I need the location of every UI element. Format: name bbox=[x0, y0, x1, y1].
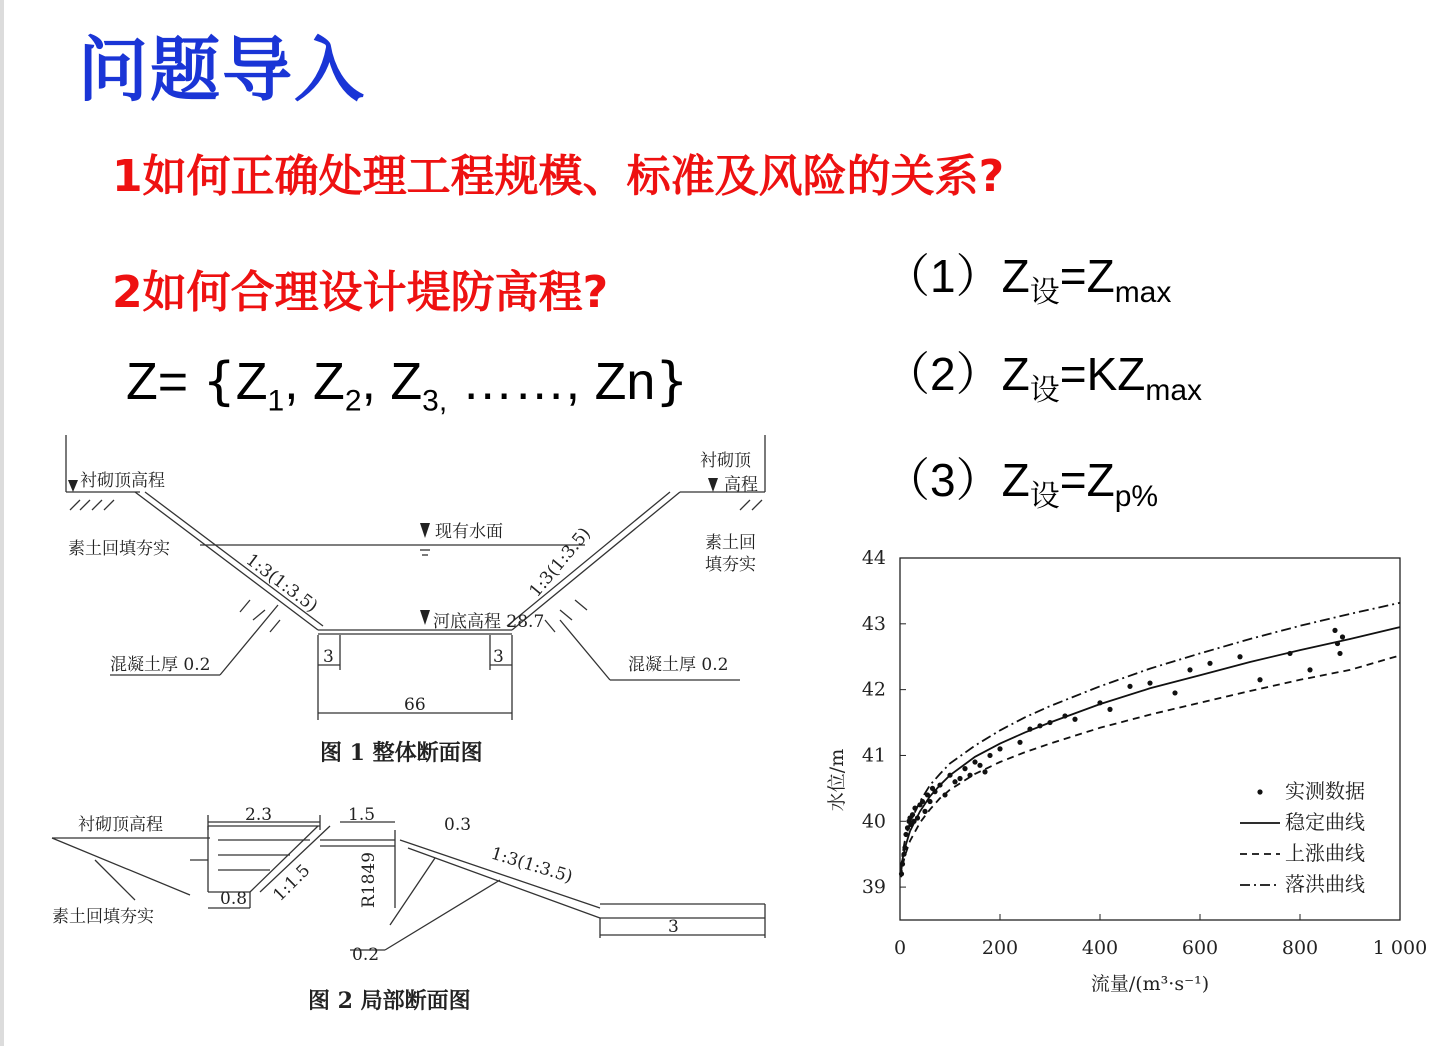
formula-3-rhs-sub: p% bbox=[1114, 480, 1159, 514]
data-point bbox=[920, 799, 925, 804]
data-point bbox=[937, 782, 942, 787]
z-last: Zn bbox=[594, 353, 656, 411]
formula-3-lhs: Z bbox=[1001, 454, 1030, 506]
data-point bbox=[1187, 667, 1192, 672]
data-point bbox=[997, 746, 1002, 751]
data-point bbox=[987, 753, 992, 758]
data-point bbox=[972, 759, 977, 764]
formula-2-rhs-sub: max bbox=[1145, 374, 1203, 408]
formula-2-lhs: Z bbox=[1001, 348, 1030, 400]
x-tick-label: 0 bbox=[893, 937, 907, 959]
formula-2 bbox=[884, 338, 1202, 409]
y-tick-label: 42 bbox=[861, 678, 886, 701]
z-ellipsis: ……, bbox=[461, 353, 581, 411]
stage-discharge-chart bbox=[815, 540, 1440, 1010]
formula-3-rhs: Z bbox=[1086, 454, 1115, 506]
data-point bbox=[1017, 740, 1022, 745]
fig1-dim-right: 3 bbox=[493, 647, 504, 667]
data-point bbox=[1207, 661, 1212, 666]
formula-3-num: （3） bbox=[884, 454, 1002, 506]
plot-frame bbox=[900, 558, 1400, 920]
data-point bbox=[942, 792, 947, 797]
legend-label: 稳定曲线 bbox=[1285, 810, 1365, 834]
data-point bbox=[912, 806, 917, 811]
z-symbol-1: Z bbox=[235, 353, 268, 411]
figure-1-cross-section bbox=[40, 430, 780, 775]
y-axis-label: 水位/m bbox=[826, 748, 848, 812]
formula-2-rhs: KZ bbox=[1086, 348, 1146, 400]
data-point bbox=[915, 815, 920, 820]
fig2-d02: 0.2 bbox=[352, 945, 380, 965]
fig1-caption: 图 1 整体断面图 bbox=[320, 740, 483, 766]
fig1-lining-top-right-2: 高程 bbox=[724, 475, 758, 495]
data-point bbox=[977, 763, 982, 768]
data-point bbox=[932, 789, 937, 794]
data-point bbox=[927, 799, 932, 804]
x-axis-label: 流量/(m³·s⁻¹) bbox=[1090, 973, 1210, 995]
fig2-lining-top: 衬砌顶高程 bbox=[78, 815, 163, 835]
x-tick-label: 800 bbox=[1281, 937, 1319, 959]
fig2-d15: 1.5 bbox=[348, 805, 376, 825]
fig1-backfill-left: 素土回填夯实 bbox=[68, 539, 170, 559]
open-brace: { bbox=[202, 352, 236, 412]
formula-1-rhs-sub: max bbox=[1114, 276, 1172, 310]
z-sub-2: 2 bbox=[344, 384, 362, 418]
data-point bbox=[922, 809, 927, 814]
fig1-water-surface: 现有水面 bbox=[435, 522, 503, 542]
data-point bbox=[982, 769, 987, 774]
data-point bbox=[902, 845, 907, 850]
x-tick-label: 600 bbox=[1181, 937, 1219, 959]
figure-2-partial-section bbox=[40, 800, 780, 1025]
fig1-concrete-right: 混凝土厚 0.2 bbox=[628, 655, 729, 675]
data-point bbox=[903, 832, 908, 837]
question-2: 2如何合理设计堤防高程? bbox=[112, 267, 609, 318]
data-point bbox=[925, 792, 930, 797]
z-sub-3: 3, bbox=[422, 384, 448, 418]
question-1: 1如何正确处理工程规模、标准及风险的关系? bbox=[112, 151, 1005, 202]
fig1-dim-total: 66 bbox=[404, 695, 426, 715]
fig1-lining-top-right-1: 衬砌顶 bbox=[700, 451, 751, 471]
fig1-dim-left: 3 bbox=[323, 647, 334, 667]
close-brace: } bbox=[655, 352, 689, 412]
x-tick-label: 200 bbox=[981, 937, 1019, 959]
slide-title: 问题导入 bbox=[78, 29, 366, 111]
data-point bbox=[947, 773, 952, 778]
z-symbol-2: Z bbox=[313, 353, 345, 411]
data-point bbox=[1172, 690, 1177, 695]
data-point bbox=[1287, 651, 1292, 656]
fig2-radius: R1849 bbox=[359, 851, 379, 908]
legend-point-marker bbox=[1257, 789, 1262, 794]
fig2-caption: 图 2 局部断面图 bbox=[308, 988, 471, 1014]
formula-3 bbox=[884, 444, 1158, 515]
fig2-backfill: 素土回填夯实 bbox=[52, 907, 154, 927]
data-point bbox=[1062, 713, 1067, 718]
data-point bbox=[1307, 667, 1312, 672]
formula-1-num: （1） bbox=[884, 250, 1002, 302]
data-point bbox=[1332, 628, 1337, 633]
data-point bbox=[962, 766, 967, 771]
data-point bbox=[1027, 727, 1032, 732]
fig2-d03: 0.3 bbox=[444, 815, 472, 835]
data-point bbox=[1072, 717, 1077, 722]
fig1-riverbed: 河底高程 28.7 bbox=[433, 612, 545, 632]
data-point bbox=[957, 776, 962, 781]
data-point bbox=[1127, 684, 1132, 689]
fig1-slope-right: 1:3(1:3.5) bbox=[525, 523, 595, 602]
z-set-formula: $Z= \{Z_1$, $Z_2$, $Z_{3,}$ ……, Zn} bbox=[126, 352, 689, 418]
fig1-concrete-left: 混凝土厚 0.2 bbox=[110, 655, 211, 675]
y-tick-label: 41 bbox=[861, 744, 886, 767]
data-point bbox=[899, 871, 904, 876]
legend-label: 实测数据 bbox=[1285, 779, 1365, 803]
fig1-backfill-right-2: 填夯实 bbox=[705, 555, 756, 575]
formula-1-lhs: Z bbox=[1001, 250, 1030, 302]
fig1-slope-left: 1:3(1:3.5) bbox=[241, 550, 322, 617]
data-point bbox=[952, 779, 957, 784]
formula-1-rhs: Z bbox=[1086, 250, 1115, 302]
y-tick-label: 39 bbox=[861, 876, 886, 899]
data-point bbox=[1037, 723, 1042, 728]
z-set-prefix: Z= bbox=[126, 353, 189, 411]
data-point bbox=[1047, 720, 1052, 725]
formula-1-lhs-sub: 设 bbox=[1029, 276, 1060, 310]
data-point bbox=[1107, 707, 1112, 712]
fig1-lining-top-left: 衬砌顶高程 bbox=[80, 471, 165, 491]
fig2-d08: 0.8 bbox=[220, 889, 248, 909]
x-tick-label: 1 000 bbox=[1372, 937, 1428, 959]
y-tick-label: 40 bbox=[861, 810, 886, 833]
formula-2-num: （2） bbox=[884, 348, 1002, 400]
data-point bbox=[1097, 700, 1102, 705]
data-point bbox=[910, 812, 915, 817]
legend-label: 落洪曲线 bbox=[1285, 872, 1365, 896]
fig2-slope-small: 1:1.5 bbox=[269, 860, 315, 906]
data-point bbox=[900, 861, 905, 866]
z-sub-1: 1 bbox=[267, 384, 285, 418]
data-point bbox=[967, 773, 972, 778]
formula-3-eq: = bbox=[1059, 454, 1087, 506]
legend-label: 上涨曲线 bbox=[1285, 841, 1365, 865]
formula-1-eq: = bbox=[1059, 250, 1087, 302]
formula-3-lhs-sub: 设 bbox=[1029, 480, 1060, 514]
data-point bbox=[1257, 677, 1262, 682]
formula-2-eq: = bbox=[1059, 348, 1087, 400]
formula-1 bbox=[884, 240, 1171, 311]
data-point bbox=[1337, 651, 1342, 656]
z-symbol-3: Z bbox=[390, 353, 423, 411]
data-point bbox=[1335, 641, 1340, 646]
fig1-backfill-right-1: 素土回 bbox=[705, 533, 756, 553]
formula-2-lhs-sub: 设 bbox=[1029, 374, 1060, 408]
fig2-d23: 2.3 bbox=[245, 805, 273, 825]
stable-curve bbox=[901, 627, 1400, 874]
fig2-slope-main: 1:3(1:3.5) bbox=[488, 843, 575, 888]
data-point bbox=[1147, 680, 1152, 685]
slide-edge bbox=[0, 0, 4, 1046]
fig2-d3: 3 bbox=[668, 917, 679, 937]
y-tick-label: 44 bbox=[861, 547, 886, 569]
x-tick-label: 400 bbox=[1081, 937, 1119, 959]
chart-legend bbox=[1240, 779, 1365, 896]
data-point bbox=[901, 852, 906, 857]
data-point bbox=[1237, 654, 1242, 659]
data-point bbox=[1340, 634, 1345, 639]
y-tick-label: 43 bbox=[861, 612, 886, 635]
